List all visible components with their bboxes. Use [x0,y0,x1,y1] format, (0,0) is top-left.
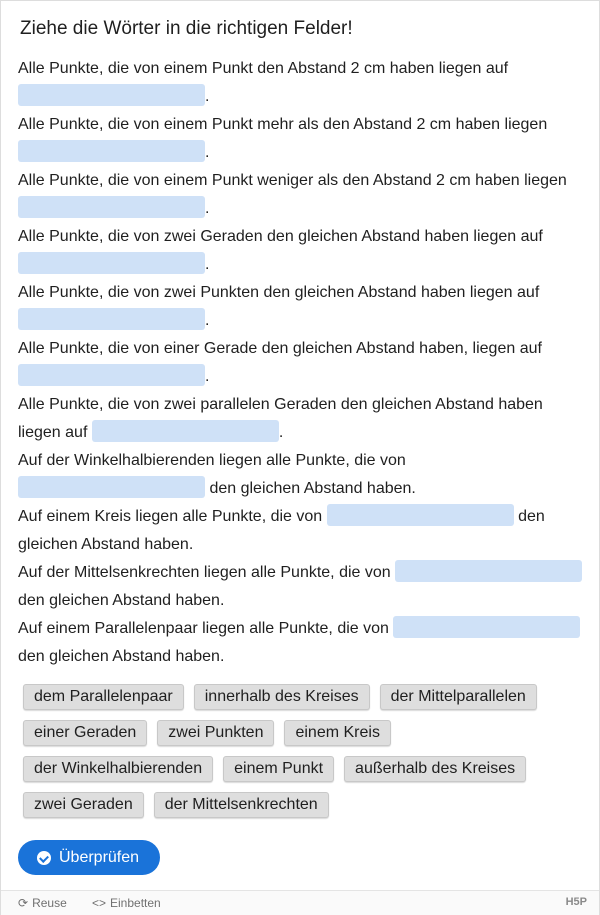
drop-zone-8[interactable] [18,476,205,498]
sentence-2-blank-line [18,139,584,167]
sentence-10-line [18,559,584,587]
sentence-7-continuation: liegen auf [18,424,88,441]
sentence-7-blank-line [18,419,584,447]
sentence-2-text: Alle Punkte, die von einem Punkt mehr als den Abstand 2 cm haben liegen [18,116,548,133]
drop-zone-3[interactable] [18,196,205,218]
drop-zone-5[interactable] [18,308,205,330]
drop-zone-4[interactable] [18,252,205,274]
sentence-6-text: Alle Punkte, die von einer Gerade den gleichen Abstand haben, liegen auf [18,340,542,357]
draggable-word[interactable]: einem Punkt [223,756,334,782]
sentence-5-blank-line [18,307,584,335]
code-icon: <> [92,896,107,910]
sentence-8-text: Auf der Winkelhalbierenden liegen alle Punkte, die von [18,452,406,469]
sentence-3-blank-line [18,195,584,223]
drop-zone-1[interactable] [18,84,205,106]
sentence-area [18,55,584,671]
sentence-5-text: Alle Punkte, die von zwei Punkten den gleichen Abstand haben liegen auf [18,284,540,301]
drop-zone-7[interactable] [92,420,279,442]
refresh-icon: ⟳ [18,896,29,910]
sentence-9-text: Auf einem Kreis liegen alle Punkte, die von [18,508,323,525]
drop-zone-6[interactable] [18,364,205,386]
draggable-word[interactable]: einem Kreis [284,720,390,746]
embed-label: Einbetten [110,896,161,910]
sentence-10-text: Auf der Mittelsenkrechten liegen alle Punkte, die von [18,564,391,581]
draggable-word[interactable]: der Mittelparallelen [380,684,537,710]
embed-link[interactable] [92,896,161,910]
drop-zone-11[interactable] [393,616,580,638]
draggable-word[interactable]: zwei Punkten [157,720,274,746]
sentence-4-text: Alle Punkte, die von zwei Geraden den gleichen Abstand haben liegen auf [18,228,543,245]
check-button-label: Überprüfen [59,848,140,866]
check-button[interactable] [18,840,160,875]
word-row [23,792,583,818]
sentence-11-line [18,615,584,643]
sentence-11-end: den gleichen Abstand haben. [18,648,225,665]
check-circle-icon [37,851,51,865]
footer-bar [1,890,599,915]
h5p-logo[interactable]: H5P [565,896,587,908]
sentence-9-after: den [518,508,545,525]
sentence-8-blank-line [18,475,584,503]
draggable-word[interactable]: außerhalb des Kreises [344,756,526,782]
sentence-9-line [18,503,584,531]
task-title: Ziehe die Wörter in die richtigen Felder! [20,18,353,39]
sentence-6-blank-line [18,363,584,391]
sentence-1-blank-line [18,83,584,111]
sentence-1-text: Alle Punkte, die von einem Punkt den Abstand 2 cm haben liegen auf [18,60,509,77]
sentence-3-end: . [205,200,210,217]
sentence-6-end: . [205,368,210,385]
draggable-word[interactable]: zwei Geraden [23,792,144,818]
sentence-5-end: . [205,312,210,329]
word-bank [23,684,583,828]
draggable-word[interactable]: innerhalb des Kreises [194,684,370,710]
word-row [23,684,583,710]
sentence-7-text: Alle Punkte, die von zwei parallelen Geraden den gleichen Abstand haben [18,396,543,413]
sentence-1-end: . [205,88,210,105]
word-row [23,756,583,782]
sentence-2-end: . [205,144,210,161]
drop-zone-9[interactable] [327,504,514,526]
sentence-10-end: den gleichen Abstand haben. [18,592,225,609]
drop-zone-2[interactable] [18,140,205,162]
reuse-link[interactable] [18,896,67,910]
sentence-3-text: Alle Punkte, die von einem Punkt weniger als den Abstand 2 cm haben liegen [18,172,567,189]
sentence-11-text: Auf einem Parallelenpaar liegen alle Punkte, die von [18,620,389,637]
draggable-word[interactable]: einer Geraden [23,720,147,746]
sentence-9-end: gleichen Abstand haben. [18,536,194,553]
sentence-8-end: den gleichen Abstand haben. [209,480,416,497]
draggable-word[interactable]: der Winkelhalbierenden [23,756,213,782]
draggable-word[interactable]: dem Parallelenpaar [23,684,184,710]
sentence-4-end: . [205,256,210,273]
sentence-4-blank-line [18,251,584,279]
sentence-7-end: . [278,424,284,441]
reuse-label: Reuse [32,896,67,910]
draggable-word[interactable]: der Mittelsenkrechten [154,792,329,818]
word-row [23,720,583,746]
drop-zone-10[interactable] [395,560,582,582]
